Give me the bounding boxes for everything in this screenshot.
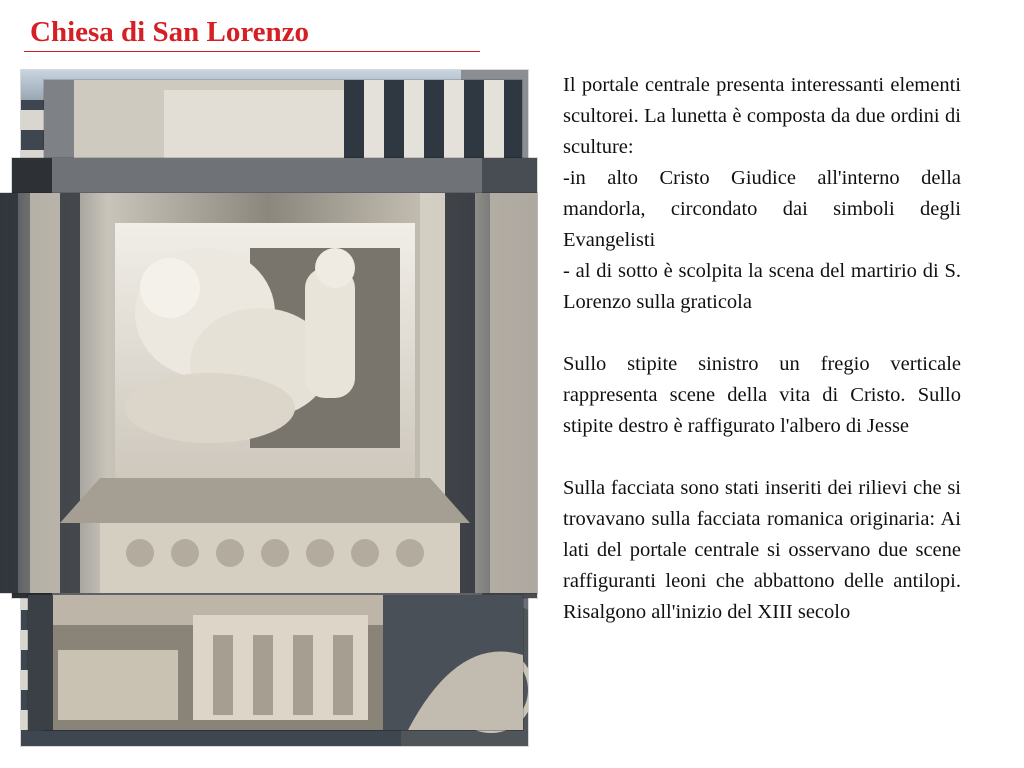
bullet-martirio: - al di sotto è scolpita la scena del martirio di S. Lorenzo sulla graticola	[563, 260, 961, 313]
column-capitals-photo	[28, 595, 523, 730]
paragraph-portale: Il portale centrale presenta interessanti elementi scultorei. La lunetta è composta da due ordini di sculture:	[563, 74, 961, 158]
paragraph-facciata: Sulla facciata sono stati inseriti dei rilievi che si trovavano sulla facciata romanica originaria: Ai lati del portale centrale si osservano due scene raffiguranti leoni che abbattono delle antilopi. Risalgono all'inizio del XIII secolo	[563, 477, 961, 623]
paragraph-stipiti: Sullo stipite sinistro un fregio verticale rappresenta scene della vita di Cristo. Sullo stipite destro è raffigurato l'albero di Jesse	[563, 353, 961, 437]
slide-title: Chiesa di San Lorenzo	[30, 16, 310, 48]
bullet-cristo-giudice: -in alto Cristo Giudice all'interno della mandorla, circondato dai simboli degli Evangelisti	[563, 167, 961, 251]
slide-body-text	[563, 70, 961, 628]
lion-antelope-relief-photo	[0, 193, 537, 593]
